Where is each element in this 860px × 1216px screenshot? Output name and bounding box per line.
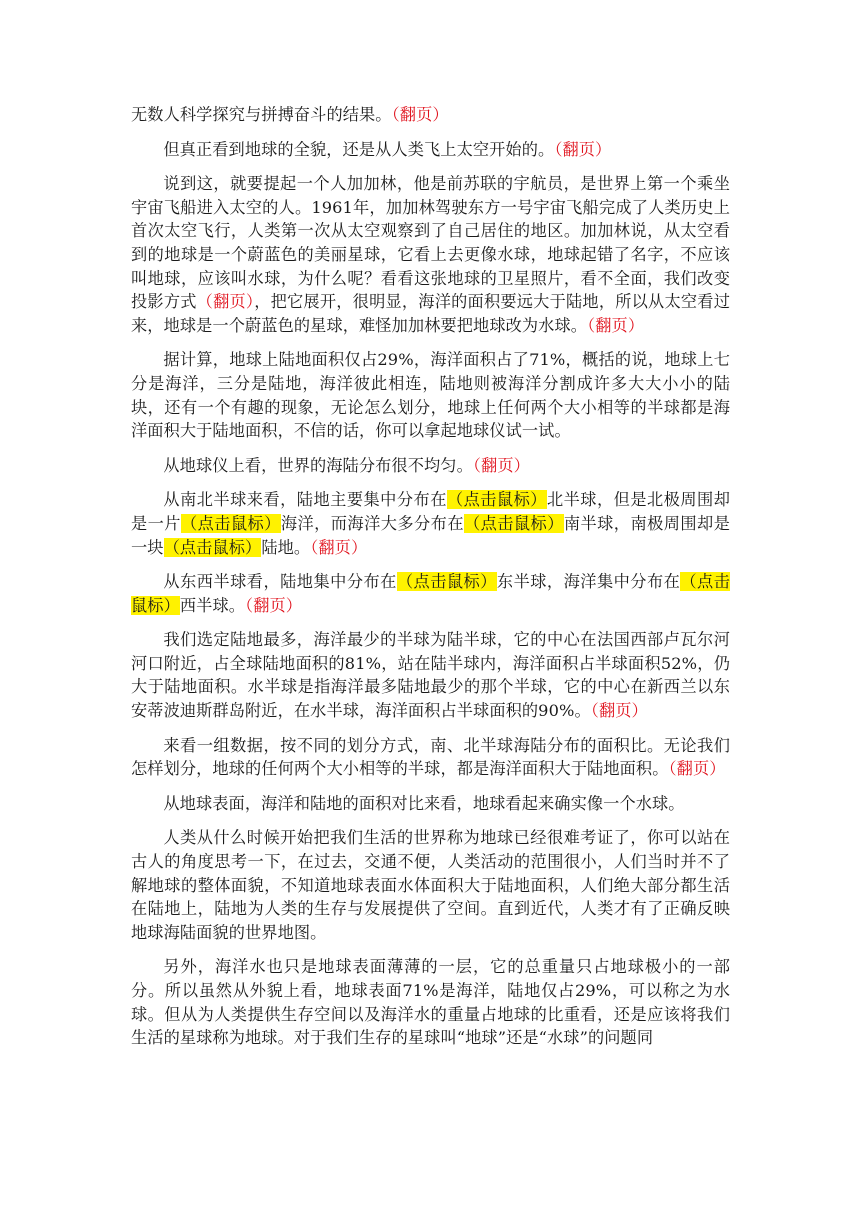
paragraph bbox=[131, 103, 730, 127]
text-run: 陆地。 bbox=[261, 537, 311, 557]
text-run: 从地球表面，海洋和陆地的面积对比来看，地球看起来确实像一个水球。 bbox=[163, 793, 685, 813]
paragraph bbox=[131, 792, 730, 816]
paragraph bbox=[131, 138, 730, 162]
text-run: 来看一组数据，按不同的划分方式，南、北半球海陆分布的面积比。无论我们怎样划分，地球的任何两个大小相等的半球，都是海洋面积大于陆地面积。 bbox=[131, 735, 730, 779]
text-run: ，把它展开，很明显，海洋的面积要远大于陆地，所以从太空看过来，地球是一个蔚蓝色的星球，难怪加加林要把地球改为水球。 bbox=[131, 292, 730, 335]
text-run: 南半球，南极周围却是一块 bbox=[131, 513, 730, 557]
paragraph bbox=[131, 955, 730, 1049]
text-run: 从地球仪上看，世界的海陆分布很不均匀。 bbox=[163, 455, 473, 475]
text-run: 海洋，而海洋大多分布在 bbox=[280, 513, 464, 533]
paragraph bbox=[131, 734, 730, 781]
paragraph bbox=[131, 826, 730, 944]
page-turn-note: （翻页） bbox=[196, 292, 255, 312]
page-turn-note: （翻页） bbox=[554, 139, 612, 159]
text-run: 东半球，海洋集中分布在 bbox=[496, 572, 681, 592]
text-run: 我们选定陆地最多，海洋最少的半球为陆半球，它的中心在法国西部卢瓦尔河河口附近，占全球陆地面积的81%，站在陆半球内，海洋面积占半球面积52%，仍大于陆地面积。水半球是指海洋最多陆地最少的那个半球，它的中心在新西兰以东安蒂波迪斯群岛附近，在水半球，海洋面积占半球面积的90%。 bbox=[131, 630, 730, 721]
page-turn-note: （翻页） bbox=[391, 105, 449, 124]
text-run: 从东西半球看，陆地集中分布在 bbox=[163, 572, 397, 592]
paragraph bbox=[131, 172, 730, 337]
paragraph bbox=[131, 488, 730, 559]
click-mouse-note: （点击鼠标） bbox=[180, 513, 281, 533]
paragraph bbox=[131, 454, 730, 478]
click-mouse-note: （点击鼠标） bbox=[446, 490, 547, 510]
text-run: 据计算，地球上陆地面积仅占29%，海洋面积占了71%，概括的说，地球上七分是海洋，三分是陆地，海洋彼此相连，陆地则被海洋分割成许多大大小小的陆块，还有一个有趣的现象，无论怎么划分，地球上任何两个大小相等的半球都是海洋面积大于陆地面积，不信的话，你可以拿起地球仪试一试。 bbox=[131, 350, 730, 441]
page-turn-note: （翻页） bbox=[472, 455, 530, 475]
page-turn-note: （翻页） bbox=[587, 315, 645, 335]
text-run: 从南北半球来看，陆地主要集中分布在 bbox=[163, 490, 447, 510]
page-turn-note: （翻页） bbox=[668, 759, 726, 779]
text-run: 人类从什么时候开始把我们生活的世界称为地球已经很难考证了，你可以站在古人的角度思考一下，在过去，交通不便，人类活动的范围很小，人们当时并不了解地球的整体面貌，不知道地球表面水体面积大于陆地面积，人们绝大部分都生活在陆地上，陆地为人类的生存与发展提供了空间。直到近代，人类才有了正确反映地球海陆面貌的世界地图。 bbox=[131, 828, 730, 942]
text-run: 但真正看到地球的全貌，还是从人类飞上太空开始的。 bbox=[163, 139, 555, 159]
text-run: 无数人科学探究与拼搏奋斗的结果。 bbox=[131, 105, 392, 124]
text-run: 西半球。 bbox=[179, 595, 246, 615]
text-run: 说到这，就要提起一个人加加林，他是前苏联的宇航员，是世界上第一个乘坐宇宙飞船进入太空的人。1961年，加加林驾驶东方一号宇宙飞船完成了人类历史上首次太空飞行，人类第一次从太空观察到了自己居住的地区。加加林说，从太空看到的地球是一个蔚蓝色的美丽星球，它看上去更像水球，地球起错了名字，不应该叫地球，应该叫水球，为什么呢？看看这张地球的卫星照片，看不全面，我们改变投影方式 bbox=[131, 174, 730, 312]
click-mouse-note: （点击鼠标） bbox=[463, 513, 564, 533]
page-turn-note: （翻页） bbox=[310, 537, 368, 557]
page-turn-note: （翻页） bbox=[590, 701, 648, 721]
text-run: 北半球，但是北极周围却是一片 bbox=[131, 490, 730, 533]
click-mouse-note: （点击鼠标） bbox=[163, 537, 262, 557]
paragraph bbox=[131, 628, 730, 722]
page-turn-note: （翻页） bbox=[245, 595, 303, 615]
click-mouse-note: （点击鼠标） bbox=[131, 572, 730, 615]
text-run: 另外，海洋水也只是地球表面薄薄的一层，它的总重量只占地球极小的一部分。所以虽然从外貌上看，地球表面71%是海洋，陆地仅占29%，可以称之为水球。但从为人类提供生存空间以及海洋水的重量占地球的比重看，还是应该将我们生活的星球称为地球。对于我们生存的星球叫“地球”还是“水球”的问题同 bbox=[131, 957, 730, 1048]
paragraph bbox=[131, 348, 730, 442]
paragraph bbox=[131, 570, 730, 617]
click-mouse-note: （点击鼠标） bbox=[396, 572, 497, 592]
